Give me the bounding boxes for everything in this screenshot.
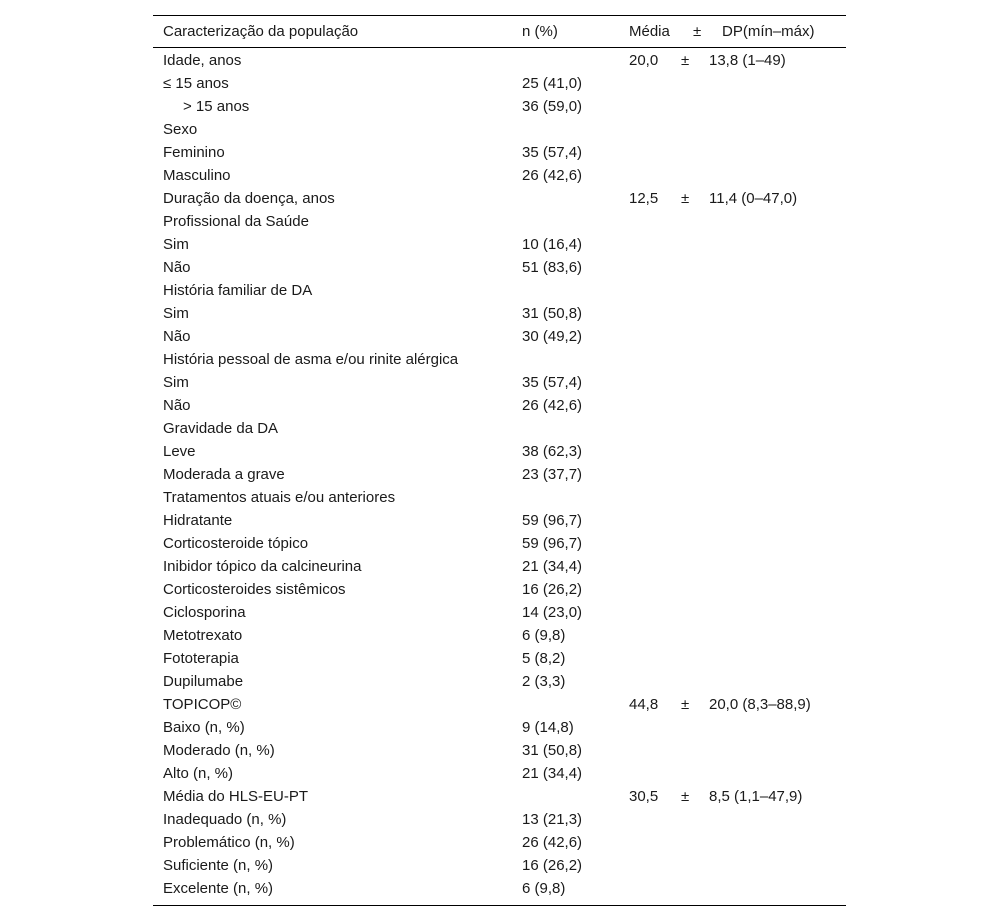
row-label: Inibidor tópico da calcineurina (163, 558, 362, 575)
table-row (153, 187, 846, 210)
row-n-percent: 31 (50,8) (522, 742, 583, 759)
table-header-row (153, 16, 846, 47)
row-label: TOPICOP© (163, 696, 242, 713)
row-label: Gravidade da DA (163, 420, 279, 437)
row-label: Moderada a grave (163, 466, 285, 483)
row-n-percent: 51 (83,6) (522, 259, 583, 276)
row-label: Baixo (n, %) (163, 719, 245, 736)
table-row (153, 808, 846, 831)
table-row (153, 785, 846, 808)
row-label: Média do HLS-EU-PT (163, 788, 309, 805)
row-label: Sexo (163, 121, 198, 138)
table-row (153, 348, 846, 371)
row-label: Profissional da Saúde (163, 213, 309, 230)
table-row (153, 555, 846, 578)
row-n-percent: 31 (50,8) (522, 305, 583, 322)
table-row (153, 647, 846, 670)
table-row (153, 440, 846, 463)
row-plus-minus: ± (681, 696, 690, 713)
table-row (153, 371, 846, 394)
table-row (153, 164, 846, 187)
row-label: ≤ 15 anos (163, 75, 229, 92)
table-row (153, 417, 846, 440)
row-label: Tratamentos atuais e/ou anteriores (163, 489, 396, 506)
row-n-percent: 13 (21,3) (522, 811, 583, 828)
row-label: Masculino (163, 167, 231, 184)
table-row (153, 831, 846, 854)
row-sd-range: 20,0 (8,3–88,9) (709, 696, 811, 713)
population-table (153, 15, 846, 906)
table-row (153, 670, 846, 693)
row-label: Inadequado (n, %) (163, 811, 287, 828)
header-sd-range: DP(mín–máx) (722, 23, 815, 40)
row-label: Corticosteroide tópico (163, 535, 309, 552)
table-row (153, 762, 846, 785)
header-characterization: Caracterização da população (163, 23, 359, 40)
header-mean: Média (629, 23, 670, 40)
row-sd-range: 11,4 (0–47,0) (709, 190, 798, 207)
row-label: Problemático (n, %) (163, 834, 295, 851)
row-label: Feminino (163, 144, 225, 161)
table-row (153, 279, 846, 302)
table-row (153, 49, 846, 72)
row-n-percent: 59 (96,7) (522, 512, 583, 529)
table-row (153, 624, 846, 647)
row-label: Fototerapia (163, 650, 239, 667)
row-n-percent: 14 (23,0) (522, 604, 583, 621)
table-row (153, 601, 846, 624)
row-label: Dupilumabe (163, 673, 244, 690)
row-n-percent: 30 (49,2) (522, 328, 583, 345)
row-n-percent: 16 (26,2) (522, 857, 583, 874)
row-sd-range: 13,8 (1–49) (709, 52, 786, 69)
row-n-percent: 35 (57,4) (522, 144, 583, 161)
table-row (153, 141, 846, 164)
row-plus-minus: ± (681, 52, 690, 69)
row-n-percent: 26 (42,6) (522, 834, 583, 851)
table-row (153, 210, 846, 233)
row-label: Ciclosporina (163, 604, 246, 621)
row-plus-minus: ± (681, 190, 690, 207)
table-row (153, 486, 846, 509)
table-row (153, 693, 846, 716)
row-n-percent: 2 (3,3) (522, 673, 566, 690)
table-row (153, 72, 846, 95)
table-row (153, 118, 846, 141)
row-label: Leve (163, 443, 196, 460)
row-mean: 20,0 (629, 52, 659, 69)
row-label: Idade, anos (163, 52, 242, 69)
table-bottom-rule (153, 905, 846, 906)
row-mean: 12,5 (629, 190, 659, 207)
row-label: Duração da doença, anos (163, 190, 335, 207)
row-label: Moderado (n, %) (163, 742, 275, 759)
table-row (153, 716, 846, 739)
table-row (153, 532, 846, 555)
row-n-percent: 36 (59,0) (522, 98, 583, 115)
row-label: Não (163, 328, 191, 345)
row-n-percent: 38 (62,3) (522, 443, 583, 460)
table-row (153, 95, 846, 118)
table-row (153, 578, 846, 601)
row-label: Hidratante (163, 512, 233, 529)
row-label: Não (163, 397, 191, 414)
row-label: > 15 anos (183, 98, 250, 115)
table-row (153, 877, 846, 900)
row-n-percent: 26 (42,6) (522, 397, 583, 414)
table-row (153, 463, 846, 486)
row-label: Sim (163, 374, 189, 391)
row-label: Sim (163, 305, 189, 322)
row-label: História pessoal de asma e/ou rinite alérgica (163, 351, 459, 368)
row-n-percent: 9 (14,8) (522, 719, 574, 736)
header-n-percent: n (%) (522, 23, 558, 40)
row-label: História familiar de DA (163, 282, 313, 299)
table-row (153, 302, 846, 325)
table-body (153, 49, 846, 900)
row-n-percent: 26 (42,6) (522, 167, 583, 184)
table-row (153, 509, 846, 532)
row-sd-range: 8,5 (1,1–47,9) (709, 788, 803, 805)
row-label: Alto (n, %) (163, 765, 234, 782)
row-n-percent: 25 (41,0) (522, 75, 583, 92)
row-n-percent: 21 (34,4) (522, 558, 583, 575)
header-plus-minus: ± (693, 23, 702, 40)
row-label: Excelente (n, %) (163, 880, 274, 897)
row-n-percent: 6 (9,8) (522, 627, 566, 644)
row-plus-minus: ± (681, 788, 690, 805)
row-mean: 44,8 (629, 696, 659, 713)
table-row (153, 233, 846, 256)
row-label: Suficiente (n, %) (163, 857, 274, 874)
table-row (153, 739, 846, 762)
row-n-percent: 16 (26,2) (522, 581, 583, 598)
row-label: Metotrexato (163, 627, 243, 644)
row-mean: 30,5 (629, 788, 659, 805)
row-n-percent: 21 (34,4) (522, 765, 583, 782)
row-label: Sim (163, 236, 189, 253)
table-row (153, 325, 846, 348)
row-n-percent: 23 (37,7) (522, 466, 583, 483)
table-row (153, 854, 846, 877)
table-row (153, 394, 846, 417)
row-n-percent: 5 (8,2) (522, 650, 566, 667)
row-n-percent: 10 (16,4) (522, 236, 583, 253)
row-n-percent: 6 (9,8) (522, 880, 566, 897)
row-label: Não (163, 259, 191, 276)
row-label: Corticosteroides sistêmicos (163, 581, 346, 598)
row-n-percent: 59 (96,7) (522, 535, 583, 552)
table-row (153, 256, 846, 279)
row-n-percent: 35 (57,4) (522, 374, 583, 391)
